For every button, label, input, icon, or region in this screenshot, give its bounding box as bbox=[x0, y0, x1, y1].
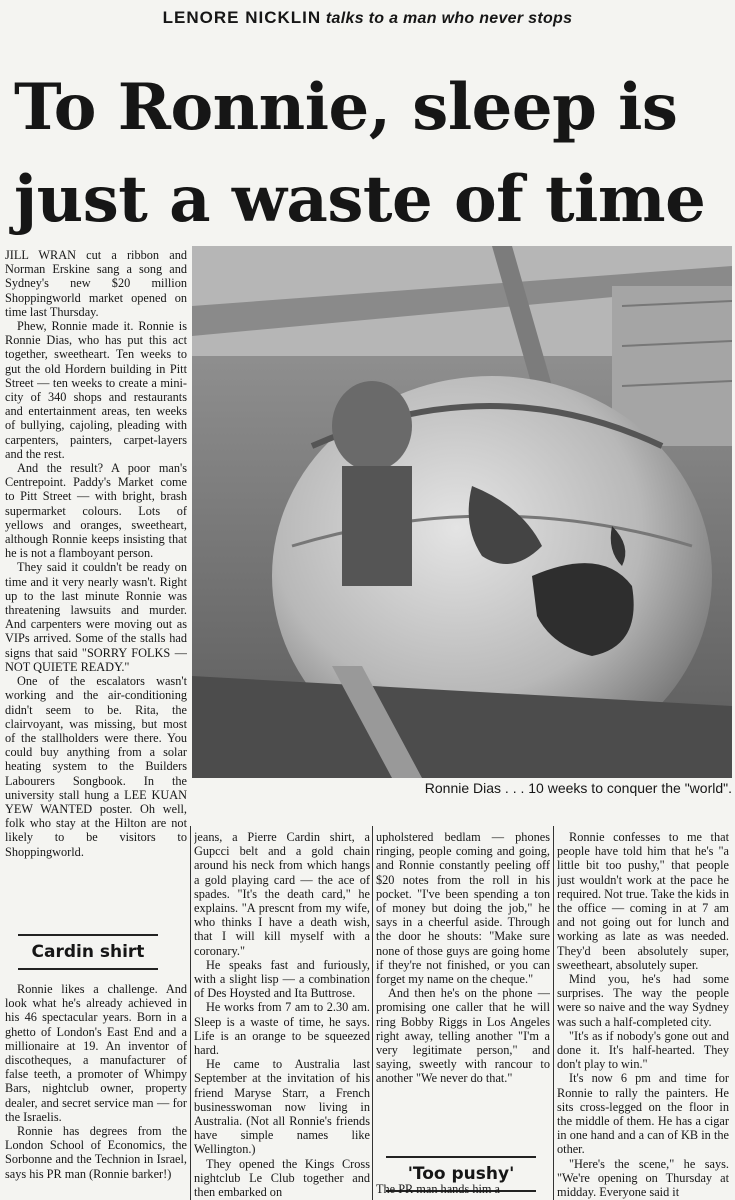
article-column-2 bbox=[194, 830, 370, 1200]
paragraph: One of the escalators wasn't working and the air-conditioning didn't seem to be. Rita, the clairvoyant, was missing, but most of the stallholders were there. You could buy anything from a solar heating system to the Builders Labourers Songbook. In the university stall hung a LEE KUAN YEW WANTED poster. Oh well, folk who stay at the Hilton are not likely to be visitors to Shoppingworld. bbox=[5, 674, 187, 859]
photo-illustration bbox=[192, 246, 732, 778]
article-column-1-continued bbox=[5, 982, 187, 1200]
subhead-too-pushy: 'Too pushy' bbox=[386, 1156, 536, 1192]
paragraph: "It's as if nobody's gone out and done it. It's half-hearted. They don't play to win." bbox=[557, 1028, 729, 1072]
article-column-3 bbox=[376, 830, 550, 1150]
paragraph: And then he's on the phone — promising one caller that he will ring Bobby Riggs in Los Angeles right away, telling another "I'm a very legitimate person," and saying, sweetly with rancour to another "We never do that." bbox=[376, 986, 550, 1086]
paragraph: Ronnie likes a challenge. And look what he's already achieved in his 46 spectacular years. Born in a ghetto of London's East End and a millionaire at 19. An inventor of discotheques, a manufacturer of false teeth, a promoter of Whimpy Bars, nightclub owner, property dealer, and secret service man — for the Israelis. bbox=[5, 982, 187, 1124]
byline bbox=[0, 8, 735, 28]
paragraph: "Here's the scene," he says. "We're opening on Thursday at midday. Everyone said it bbox=[557, 1156, 729, 1200]
paragraph: jeans, a Pierre Cardin shirt, a Gupcci belt and a gold chain around his neck from which hangs a gold playing card — the ace of spades. "It's the death card," he explains. "A prescnt from my wife, who thinks I have a death wish, that I will kill myself with a coronary." bbox=[194, 830, 370, 958]
photo-caption: Ronnie Dias . . . 10 weeks to conquer the "world". bbox=[424, 780, 732, 796]
paragraph: Mind you, he's had some surprises. The way the people were so naive and the way Sydney was such a half-completed city. bbox=[557, 972, 729, 1029]
article-column-4 bbox=[557, 830, 729, 1200]
ronnie-dias-photo bbox=[192, 246, 732, 778]
column-divider bbox=[372, 826, 373, 1200]
byline-author: LENORE NICKLIN bbox=[162, 8, 322, 27]
subhead-cardin-shirt: Cardin shirt bbox=[18, 934, 158, 970]
paragraph: He came to Australia last September at the invitation of his friend Maryse Starr, a French businesswoman now living in Australia. (Not all Ronnie's friends have simple names like Wellington.) bbox=[194, 1057, 370, 1157]
paragraph: And the result? A poor man's Centrepoint. Paddy's Market come to Pitt Street — with bright, brash supermarket colours. Lots of yellows and oranges, sweetheart, although Ronnie keeps insisting that he is not a flamboyant person. bbox=[5, 461, 187, 561]
headline-line-2: just a waste of time bbox=[14, 162, 706, 237]
paragraph: It's now 6 pm and time for Ronnie to rally the painters. He sits cross-legged on the floor in the middle of them. He has a cigar in one hand and a can of KB in the other. bbox=[557, 1071, 729, 1157]
headline bbox=[14, 62, 729, 246]
column-divider bbox=[190, 826, 191, 1200]
article-column-1 bbox=[5, 248, 187, 923]
byline-text: talks to a man who never stops bbox=[325, 10, 573, 27]
paragraph: Ronnie has degrees from the London School of Economics, the Sorbonne and the Technion in Israel, says his PR man (Ronnie barker!) bbox=[5, 1124, 187, 1181]
article-column-3-continued bbox=[376, 1182, 550, 1200]
paragraph: Ronnie confesses to me that people have told him that he's "a little bit too pushy," that people just wouldn't work at the pace he required. Not true. Take the kids in the office — coming in at 7 am and not going out for lunch and working as late as was needed. They'd been absolutely super, sweetheart, absolutely super. bbox=[557, 830, 729, 972]
column-divider bbox=[553, 826, 554, 1200]
headline-line-1: To Ronnie, sleep is bbox=[14, 70, 678, 145]
paragraph: They said it couldn't be ready on time and it very nearly wasn't. Right up to the last minute Ronnie was threatening lawsuits and murder. And carpenters were moving out as VIPs arrived. Some of the stalls had signs that said "SORRY FOLKS — NOT QUIETE READY." bbox=[5, 560, 187, 674]
paragraph: They opened the Kings Cross nightclub Le Club together and then embarked on bbox=[194, 1156, 370, 1200]
paragraph: He speaks fast and furiously, with a slight lisp — a combination of Des Hoysted and Ita Buttrose. bbox=[194, 957, 370, 1001]
paragraph: JILL WRAN cut a ribbon and Norman Erskine sang a song and Sydney's new $20 million Shoppingworld market opened on time last Thursday. bbox=[5, 248, 187, 319]
paragraph: Phew, Ronnie made it. Ronnie is Ronnie Dias, who has put this act together, sweetheart. Ten weeks to gut the old Hordern building in Pitt Street — ten weeks to create a mini-city of 340 shops and restaurants and entertainment areas, ten weeks of bullying, cajoling, pleading with carpenters, painters, carpet-layers and the rest. bbox=[5, 319, 187, 461]
paragraph: The PR man hands him a bbox=[376, 1182, 500, 1196]
paragraph: He works from 7 am to 2.30 am. Sleep is a waste of time, he says. Life is an orange to be squeezed hard. bbox=[194, 1000, 370, 1058]
paragraph: upholstered bedlam — phones ringing, people coming and going, and Ronnie constantly peeling off $20 notes from the roll in his pocket. "I've been spending a ton of money but doing the job," he says in a cheerful aside. Through the door he shouts: "Make sure none of those guys are going home if they're not finished, or you can forget my name on the cheque." bbox=[376, 830, 550, 987]
